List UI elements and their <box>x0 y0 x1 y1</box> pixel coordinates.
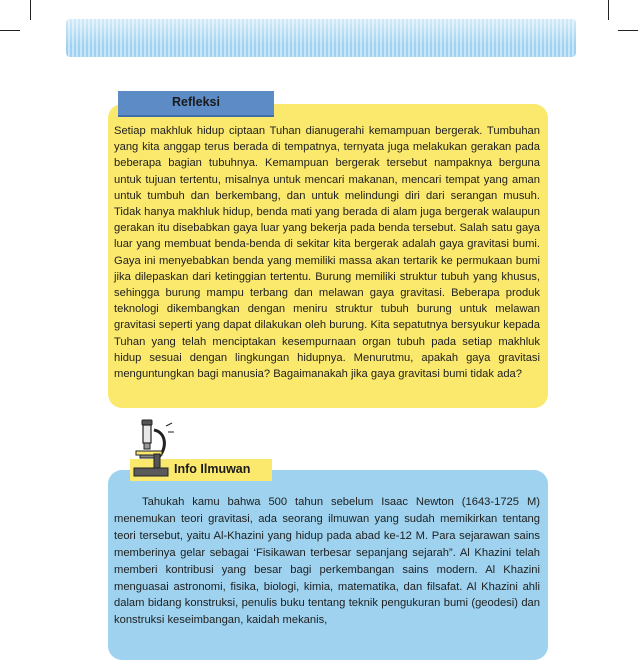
header-banner <box>66 19 576 57</box>
refleksi-paragraph: Setiap makhluk hidup ciptaan Tuhan dianugerahi kemampuan bergerak. Tumbuhan yang kita anggap terus berada di tempatnya, ternyata juga melakukan gerakan pada beberapa bagian tubuhnya. Kemampuan bergerak tersebut nampaknya berguna untuk tujuan tertentu, misalnya untuk mencari makanan, mencari tempat yang aman untuk tumbuh dan berkembang, dan untuk melindungi diri dari serangan musuh. Tidak hanya makhluk hidup, benda mati yang berada di alam juga bergerak walaupun gerakan itu disebabkan gaya luar yang bekerja pada benda tersebut. Salah satu gaya luar yang membuat benda-benda di sekitar kita bergerak adalah gaya gravitasi bumi. Gaya ini menyebabkan benda yang memiliki massa akan tertarik ke permukaan bumi jika dilepaskan dari ketinggian tertentu. Burung memiliki struktur tubuh yang khusus, sehingga burung mampu terbang dan melawan gaya gravitasi. Beberapa produk teknologi dikembangkan dengan meniru struktur tubuh burung untuk melawan gravitasi seperti yang dapat dilakukan oleh burung. Kita sepatutnya bersyukur kepada Tuhan yang telah menciptakan kesempurnaan organ tubuh pada setiap makhluk hidup sesuai dengan lingkungan hidupnya. Menurutmu, apakah gaya gravitasi menguntungkan bagi manusia? Bagaimanakah jika gaya gravitasi bumi tidak ada? <box>114 125 540 381</box>
info-ilmuwan-paragraph <box>114 494 540 629</box>
refleksi-tab <box>118 91 274 117</box>
microscope-icon <box>128 418 180 480</box>
crop-mark-top-left-v <box>30 0 31 20</box>
info-ilmuwan-title: Info Ilmuwan <box>174 462 251 476</box>
crop-mark-top-left-h <box>0 30 20 31</box>
crop-mark-top-right-h <box>618 30 638 31</box>
info-ilmuwan-text: Tahukah kamu bahwa 500 tahun sebelum Isaac Newton (1643-1725 M) menemukan teori gravitasi, ada seorang ilmuwan yang sudah memikirkan tentang teori tersebut, yaitu Al-Khazini yang hidup pada abad ke-12 M. Para sejarawan sains memberinya gelar sebagai ‘Fisikawan terbesar sepanjang sejarah”. Al Khazini telah memberi kontribusi yang besar bagi perkembangan sains modern. Al Khazini menguasai astronomi, fisika, biologi, kimia, matematika, dan filsafat. Al Khazini ahli dalam bidang konstruksi, penulis buku tentang teknik pengukuran bumi (geodesi) dan konstruksi keseimbangan, kaidah mekanis, <box>114 496 540 627</box>
refleksi-title: Refleksi <box>172 95 220 109</box>
crop-mark-top-right-v <box>608 0 609 20</box>
